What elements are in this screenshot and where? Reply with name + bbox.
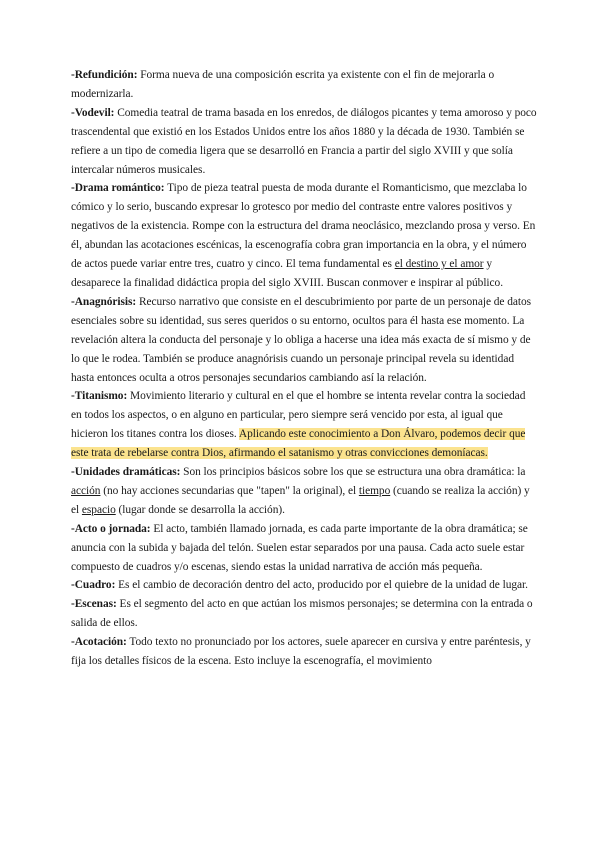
- glossary-entry-cuadro: [71, 576, 538, 595]
- glossary-entry-unidades-dramaticas: [71, 463, 538, 520]
- definition-text: (no hay acciones secundarias que "tapen" la original), el: [100, 484, 359, 497]
- glossary-text: [71, 66, 538, 671]
- glossary-entry-refundicion: [71, 66, 538, 104]
- glossary-term: -Titanismo:: [71, 390, 128, 403]
- glossary-entry-drama-romantico: [71, 179, 538, 292]
- definition-text: Son los principios básicos sobre los que se estructura una obra dramática: la: [180, 466, 526, 479]
- underlined-phrase: tiempo: [358, 484, 391, 497]
- highlighted-passage: Aplicando este conocimiento a Don Álvaro, podemos decir que este trata de rebelarse contra Dios, afirmando el satanismo y otras convicciones demoníacas.: [71, 428, 526, 460]
- definition-text: Movimiento literario y cultural en el que el hombre se intenta revelar contra la sociedad en todos los aspectos, o en alguno en particular, pero siempre será vencido por esta, al igual que hicieron los titanes contra los dioses.: [71, 390, 526, 441]
- glossary-term: -Acto o jornada:: [71, 522, 151, 535]
- definition-text: Recurso narrativo que consiste en el descubrimiento por parte de un personaje de datos esenciales sobre su identidad, sus seres queridos o su entorno, ocultos para él hasta ese momento. La revelación altera la conducta del personaje y lo obliga a hacerse una idea más exacta de sí mismo y de lo que le rodea. También se produce anagnórisis cuando un personaje principal revela su identidad hasta entonces oculta a otros personajes secundarios cambiando así la relación.: [71, 295, 531, 384]
- definition-text: Es el segmento del acto en que actúan los mismos personajes; se determina con la entrada o salida de ellos.: [71, 598, 533, 630]
- glossary-term: -Cuadro:: [71, 579, 116, 592]
- underlined-phrase: el destino y el amor: [394, 258, 484, 271]
- definition-text: Comedia teatral de trama basada en los enredos, de diálogos picantes y tema amoroso y poco trascendental que existió en los Estados Unidos entre los años 1880 y la década de 1930. También se refiere a un tipo de comedia ligera que se desarrolló en Francia a partir del siglo XVIII y que solía intercalar números musicales.: [71, 106, 537, 176]
- glossary-term: -Unidades dramáticas:: [71, 466, 181, 479]
- glossary-entry-vodevil: [71, 104, 538, 180]
- definition-text: (lugar donde se desarrolla la acción).: [115, 503, 285, 516]
- glossary-term: -Anagnórisis:: [71, 295, 137, 308]
- glossary-term: -Drama romántico:: [71, 182, 165, 195]
- glossary-entry-escenas: [71, 595, 538, 633]
- glossary-term: -Refundición:: [71, 69, 138, 81]
- definition-text: Tipo de pieza teatral puesta de moda durante el Romanticismo, que mezclaba lo cómico y lo serio, buscando expresar lo grotesco por medio del contraste entre valores positivos y negativos de la existencia. Rompe con la estructura del drama neoclásico, mezclando prosa y verso. En él, abundan las acotaciones escénicas, la escenografía cobra gran importancia en la obra, y el número de actos puede variar entre tres, cuatro y cinco. El tema fundamental es: [71, 182, 536, 271]
- glossary-entry-titanismo: [71, 387, 538, 463]
- definition-text: Forma nueva de una composición escrita ya existente con el fin de mejorarla o modernizarla.: [71, 69, 495, 100]
- definition-text: y desaparece la finalidad didáctica propia del siglo XVIII. Buscan conmover e inspirar al público.: [71, 258, 503, 289]
- definition-text: Es el cambio de decoración dentro del acto, producido por el quiebre de la unidad de lugar.: [115, 579, 528, 592]
- definition-text: Todo texto no pronunciado por los actores, suele aparecer en cursiva y entre paréntesis, y fija los detalles físicos de la escena. Esto incluye la escenografía, el movimiento: [71, 636, 531, 668]
- glossary-term: -Acotación:: [71, 636, 127, 649]
- glossary-term: -Vodevil:: [71, 106, 115, 119]
- glossary-entry-anagnorisis: [71, 293, 538, 388]
- underlined-phrase: acción: [71, 484, 101, 497]
- glossary-term: -Escenas:: [71, 598, 117, 611]
- definition-text: El acto, también llamado jornada, es cada parte importante de la obra dramática; se anuncia con la subida y bajada del telón. Suelen estar separados por una pausa. Cada acto suele estar compuesto de cuadros y/o escenas, siendo estas la unidad narrativa de acción más pequeña.: [71, 522, 528, 573]
- underlined-phrase: espacio: [81, 503, 116, 516]
- definition-text: (cuando se realiza la acción) y el: [71, 484, 530, 516]
- glossary-entry-acto-jornada: [71, 520, 538, 577]
- glossary-entry-acotacion: [71, 633, 538, 671]
